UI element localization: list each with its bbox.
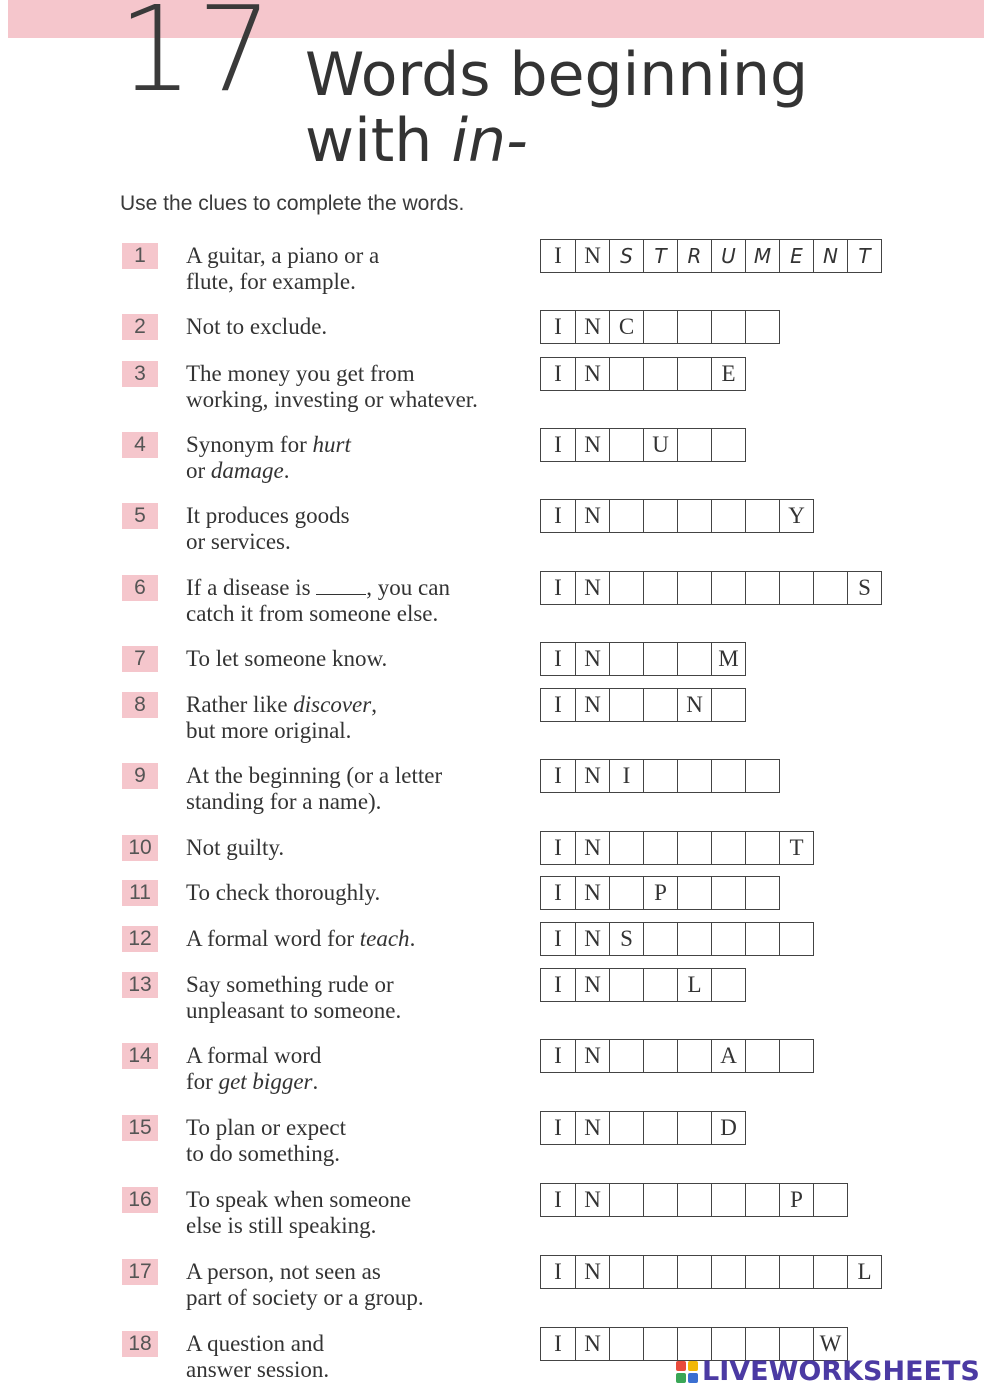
clue-text-part: Not guilty. xyxy=(186,835,285,860)
clue-line-1 xyxy=(186,1187,411,1213)
empty-letter-cell[interactable] xyxy=(677,1256,711,1288)
letter-cell: N xyxy=(575,760,609,792)
empty-letter-cell[interactable] xyxy=(609,1184,643,1216)
empty-letter-cell[interactable] xyxy=(745,572,779,604)
empty-letter-cell[interactable] xyxy=(609,969,643,1001)
clue-text-part: A formal word for xyxy=(186,926,360,951)
clue-line-1 xyxy=(186,835,284,861)
clue-text-part: A person, not seen as xyxy=(186,1259,381,1284)
unit-number: 17 xyxy=(118,0,277,118)
letter-cell: I xyxy=(554,1043,562,1068)
clue-line-2 xyxy=(186,1069,321,1095)
empty-letter-cell[interactable] xyxy=(609,572,643,604)
answer-grid xyxy=(540,239,882,273)
fill-in-blank xyxy=(316,576,366,595)
clue-line-2 xyxy=(186,718,377,744)
clue-line-2 xyxy=(186,998,401,1024)
clue-text-part: working, investing or whatever. xyxy=(186,387,478,412)
clue-line-2 xyxy=(186,387,478,413)
letter-cell: L xyxy=(677,969,711,1001)
title-prefix: with xyxy=(305,106,452,176)
clue-text-part: flute, for example. xyxy=(186,269,356,294)
empty-letter-cell[interactable] xyxy=(643,689,677,721)
empty-letter-cell[interactable] xyxy=(813,572,847,604)
empty-letter-cell[interactable] xyxy=(643,1256,677,1288)
clue-line-1 xyxy=(186,880,380,906)
item-number-badge: 3 xyxy=(122,361,158,387)
empty-letter-cell[interactable] xyxy=(677,832,711,864)
letter-cell: P xyxy=(643,877,677,909)
letter-cell: I xyxy=(554,361,562,386)
item-number-badge: 17 xyxy=(122,1259,158,1285)
clue-line-1 xyxy=(186,972,401,998)
item-number-badge: 8 xyxy=(122,692,158,718)
letter-cell: I xyxy=(554,1259,562,1284)
letter-cell: S xyxy=(609,240,643,272)
clue-text-part: standing for a name). xyxy=(186,789,382,814)
letter-cell: I xyxy=(554,763,562,788)
clue-line-1 xyxy=(186,432,351,458)
clue-line-2 xyxy=(186,269,379,295)
empty-letter-cell[interactable] xyxy=(677,311,711,343)
letter-cell: I xyxy=(554,646,562,671)
answer-grid xyxy=(540,1183,848,1217)
letter-cell: I xyxy=(554,432,562,457)
item-number-badge: 6 xyxy=(122,575,158,601)
clue-line-1 xyxy=(186,1259,424,1285)
liveworksheets-watermark xyxy=(676,1356,980,1387)
clue-line-1 xyxy=(186,575,450,601)
empty-letter-cell[interactable] xyxy=(609,643,643,675)
answer-grid xyxy=(540,688,746,722)
clue-text-part: but more original. xyxy=(186,718,352,743)
empty-letter-cell[interactable] xyxy=(745,832,779,864)
empty-letter-cell[interactable] xyxy=(643,1112,677,1144)
letter-cell: N xyxy=(677,689,711,721)
clue-text-part: A question and xyxy=(186,1331,324,1356)
title-italic: in- xyxy=(451,106,528,176)
empty-letter-cell[interactable] xyxy=(711,923,745,955)
clue-text-part: The money you get from xyxy=(186,361,415,386)
answer-grid xyxy=(540,1255,882,1289)
answer-grid xyxy=(540,968,746,1002)
letter-cell: N xyxy=(575,643,609,675)
title-line-2 xyxy=(305,108,808,174)
letter-cell: I xyxy=(554,314,562,339)
clue-text-part: else is still speaking. xyxy=(186,1213,377,1238)
empty-letter-cell[interactable] xyxy=(643,832,677,864)
empty-letter-cell[interactable] xyxy=(779,572,813,604)
empty-letter-cell[interactable] xyxy=(711,689,745,721)
empty-letter-cell[interactable] xyxy=(711,1256,745,1288)
clue-line-1 xyxy=(186,1331,329,1357)
item-number-badge: 11 xyxy=(122,880,158,906)
letter-cell: I xyxy=(554,692,562,717)
letter-cell: N xyxy=(575,923,609,955)
letter-cell: T xyxy=(643,240,677,272)
empty-letter-cell[interactable] xyxy=(745,923,779,955)
letter-cell: W xyxy=(813,1328,847,1360)
letter-cell: D xyxy=(711,1112,745,1144)
letter-cell: N xyxy=(813,240,847,272)
empty-letter-cell[interactable] xyxy=(609,429,643,461)
empty-letter-cell[interactable] xyxy=(677,572,711,604)
empty-letter-cell[interactable] xyxy=(643,1328,677,1360)
clue-text xyxy=(186,972,401,1024)
clue-text xyxy=(186,1259,424,1311)
clue-line-1 xyxy=(186,1115,346,1141)
clue-text-part: for xyxy=(186,1069,219,1094)
letter-cell: N xyxy=(575,969,609,1001)
letter-cell: I xyxy=(554,835,562,860)
clue-text xyxy=(186,575,450,627)
item-number-badge: 14 xyxy=(122,1043,158,1069)
letter-cell: R xyxy=(677,240,711,272)
empty-letter-cell[interactable] xyxy=(711,877,745,909)
empty-letter-cell[interactable] xyxy=(779,1040,813,1072)
letter-cell: I xyxy=(554,1115,562,1140)
clue-text xyxy=(186,243,379,295)
empty-letter-cell[interactable] xyxy=(643,643,677,675)
empty-letter-cell[interactable] xyxy=(813,1256,847,1288)
item-number-badge: 5 xyxy=(122,503,158,529)
letter-cell: N xyxy=(575,689,609,721)
letter-cell: I xyxy=(554,503,562,528)
empty-letter-cell[interactable] xyxy=(609,358,643,390)
clue-line-2 xyxy=(186,601,450,627)
clue-text xyxy=(186,926,415,952)
clue-text xyxy=(186,1331,329,1383)
clue-line-1 xyxy=(186,763,442,789)
letter-cell: T xyxy=(847,240,881,272)
clue-text xyxy=(186,314,327,340)
letter-cell: N xyxy=(575,1328,609,1360)
liveworksheets-logo-icon xyxy=(676,1361,698,1383)
letter-cell: N xyxy=(575,358,609,390)
empty-letter-cell[interactable] xyxy=(677,877,711,909)
empty-letter-cell[interactable] xyxy=(745,1040,779,1072)
empty-letter-cell[interactable] xyxy=(609,832,643,864)
letter-cell: L xyxy=(847,1256,881,1288)
letter-cell: N xyxy=(575,311,609,343)
clue-text-part: answer session. xyxy=(186,1357,330,1382)
clue-line-2 xyxy=(186,1141,346,1167)
letter-cell: I xyxy=(554,1331,562,1356)
empty-letter-cell[interactable] xyxy=(813,1184,847,1216)
empty-letter-cell[interactable] xyxy=(677,643,711,675)
clue-line-2 xyxy=(186,458,351,484)
clue-line-1 xyxy=(186,646,387,672)
clue-text-part: catch it from someone else. xyxy=(186,601,439,626)
answer-grid xyxy=(540,1111,746,1145)
clue-text xyxy=(186,880,380,906)
letter-cell: I xyxy=(554,575,562,600)
clue-text-part: . xyxy=(283,458,290,483)
empty-letter-cell[interactable] xyxy=(711,500,745,532)
letter-cell: T xyxy=(779,832,813,864)
empty-letter-cell[interactable] xyxy=(643,923,677,955)
letter-cell: N xyxy=(575,1112,609,1144)
letter-cell: N xyxy=(575,240,609,272)
letter-cell: U xyxy=(711,240,745,272)
watermark-text: LIVEWORKSHEETS xyxy=(702,1356,980,1387)
empty-letter-cell[interactable] xyxy=(779,1256,813,1288)
letter-cell: U xyxy=(643,429,677,461)
empty-letter-cell[interactable] xyxy=(745,1184,779,1216)
clue-text xyxy=(186,432,351,484)
empty-letter-cell[interactable] xyxy=(745,311,779,343)
letter-cell: M xyxy=(711,643,745,675)
clue-text-part: To let someone know. xyxy=(186,646,388,671)
empty-letter-cell[interactable] xyxy=(609,500,643,532)
letter-cell: I xyxy=(554,243,562,268)
clue-text xyxy=(186,646,387,672)
answer-grid xyxy=(540,642,746,676)
clue-line-1 xyxy=(186,1043,321,1069)
empty-letter-cell[interactable] xyxy=(609,877,643,909)
item-number-badge: 12 xyxy=(122,926,158,952)
clue-text-part: At the beginning (or a letter xyxy=(186,763,443,788)
letter-cell: M xyxy=(745,240,779,272)
clue-text-part: . xyxy=(409,926,416,951)
empty-letter-cell[interactable] xyxy=(711,832,745,864)
item-number-badge: 16 xyxy=(122,1187,158,1213)
clue-text-part: or xyxy=(186,458,211,483)
item-number-badge: 13 xyxy=(122,972,158,998)
empty-letter-cell[interactable] xyxy=(711,429,745,461)
answer-grid xyxy=(540,499,814,533)
empty-letter-cell[interactable] xyxy=(711,311,745,343)
letter-cell: I xyxy=(554,880,562,905)
empty-letter-cell[interactable] xyxy=(609,1112,643,1144)
clue-text-part: unpleasant to someone. xyxy=(186,998,402,1023)
item-number-badge: 7 xyxy=(122,646,158,672)
clue-line-1 xyxy=(186,503,350,529)
clue-text-part: part of society or a group. xyxy=(186,1285,424,1310)
clue-italic-word: hurt xyxy=(312,432,351,457)
letter-cell: E xyxy=(779,240,813,272)
clue-text-part: Synonym for xyxy=(186,432,313,457)
empty-letter-cell[interactable] xyxy=(643,572,677,604)
clue-text-part: to do something. xyxy=(186,1141,340,1166)
letter-cell: N xyxy=(575,500,609,532)
clue-italic-word: teach xyxy=(359,926,410,951)
item-number-badge: 10 xyxy=(122,835,158,861)
letter-cell: N xyxy=(575,1184,609,1216)
item-number-badge: 18 xyxy=(122,1331,158,1357)
letter-cell: Y xyxy=(779,500,813,532)
empty-letter-cell[interactable] xyxy=(711,1184,745,1216)
letter-cell: N xyxy=(575,832,609,864)
empty-letter-cell[interactable] xyxy=(711,969,745,1001)
empty-letter-cell[interactable] xyxy=(745,760,779,792)
clue-text xyxy=(186,692,377,744)
empty-letter-cell[interactable] xyxy=(609,1256,643,1288)
item-number-badge: 1 xyxy=(122,243,158,269)
clue-text xyxy=(186,503,350,555)
answer-grid xyxy=(540,922,814,956)
empty-letter-cell[interactable] xyxy=(677,429,711,461)
empty-letter-cell[interactable] xyxy=(711,760,745,792)
letter-cell: N xyxy=(575,1256,609,1288)
letter-cell: C xyxy=(609,311,643,343)
clue-italic-word: damage xyxy=(210,458,284,483)
clue-line-1 xyxy=(186,314,327,340)
title-line-1: Words beginning xyxy=(305,40,809,110)
clue-text xyxy=(186,763,442,815)
answer-grid xyxy=(540,357,746,391)
item-number-badge: 9 xyxy=(122,763,158,789)
empty-letter-cell[interactable] xyxy=(643,358,677,390)
clue-text-part: To check thoroughly. xyxy=(186,880,381,905)
item-number-badge: 15 xyxy=(122,1115,158,1141)
clue-italic-word: get bigger xyxy=(218,1069,313,1094)
clue-text xyxy=(186,835,284,861)
clue-line-2 xyxy=(186,1285,424,1311)
letter-cell: E xyxy=(711,358,745,390)
empty-letter-cell[interactable] xyxy=(677,1112,711,1144)
clue-text-part: , you can xyxy=(366,575,450,600)
empty-letter-cell[interactable] xyxy=(779,923,813,955)
answer-grid xyxy=(540,831,814,865)
clue-text xyxy=(186,1187,411,1239)
empty-letter-cell[interactable] xyxy=(677,760,711,792)
answer-grid xyxy=(540,428,746,462)
empty-letter-cell[interactable] xyxy=(609,689,643,721)
empty-letter-cell[interactable] xyxy=(643,760,677,792)
empty-letter-cell[interactable] xyxy=(745,877,779,909)
clue-text-part: , xyxy=(371,692,377,717)
empty-letter-cell[interactable] xyxy=(711,572,745,604)
clue-text-part: A formal word xyxy=(186,1043,322,1068)
clue-line-2 xyxy=(186,529,350,555)
clue-text-part: To plan or expect xyxy=(186,1115,346,1140)
letter-cell: N xyxy=(575,572,609,604)
empty-letter-cell[interactable] xyxy=(643,1040,677,1072)
clue-text xyxy=(186,361,478,413)
letter-cell: S xyxy=(609,923,643,955)
letter-cell: N xyxy=(575,877,609,909)
page-title xyxy=(305,42,808,174)
clue-line-1 xyxy=(186,361,478,387)
empty-letter-cell[interactable] xyxy=(677,358,711,390)
empty-letter-cell[interactable] xyxy=(677,1184,711,1216)
empty-letter-cell[interactable] xyxy=(745,500,779,532)
clue-text-part: Say something rude or xyxy=(186,972,394,997)
empty-letter-cell[interactable] xyxy=(677,1040,711,1072)
clue-text-part: A guitar, a piano or a xyxy=(186,243,380,268)
letter-cell: I xyxy=(554,972,562,997)
clue-text-part: . xyxy=(312,1069,319,1094)
empty-letter-cell[interactable] xyxy=(609,1040,643,1072)
empty-letter-cell[interactable] xyxy=(609,1328,643,1360)
clue-text-part: Not to exclude. xyxy=(186,314,328,339)
clue-text-part: If a disease is xyxy=(186,575,317,600)
letter-cell: N xyxy=(575,429,609,461)
letter-cell: N xyxy=(575,1040,609,1072)
empty-letter-cell[interactable] xyxy=(677,500,711,532)
empty-letter-cell[interactable] xyxy=(643,311,677,343)
letter-cell: A xyxy=(711,1040,745,1072)
answer-grid xyxy=(540,759,780,793)
empty-letter-cell[interactable] xyxy=(745,1256,779,1288)
letter-cell: S xyxy=(847,572,881,604)
clue-line-1 xyxy=(186,692,377,718)
clue-line-2 xyxy=(186,1357,329,1383)
instruction-text: Use the clues to complete the words. xyxy=(120,192,465,215)
clue-text-part: It produces goods xyxy=(186,503,350,528)
empty-letter-cell[interactable] xyxy=(677,923,711,955)
item-number-badge: 2 xyxy=(122,314,158,340)
clue-text-part: To speak when someone xyxy=(186,1187,412,1212)
answer-grid xyxy=(540,1039,814,1073)
clue-text xyxy=(186,1115,346,1167)
empty-letter-cell[interactable] xyxy=(643,1184,677,1216)
answer-grid xyxy=(540,571,882,605)
clue-line-2 xyxy=(186,789,442,815)
clue-text xyxy=(186,1043,321,1095)
clue-line-1 xyxy=(186,243,379,269)
clue-text-part: or services. xyxy=(186,529,291,554)
clue-text-part: Rather like xyxy=(186,692,294,717)
item-number-badge: 4 xyxy=(122,432,158,458)
clue-italic-word: discover xyxy=(293,692,372,717)
clue-line-1 xyxy=(186,926,415,952)
empty-letter-cell[interactable] xyxy=(643,969,677,1001)
empty-letter-cell[interactable] xyxy=(643,500,677,532)
letter-cell: P xyxy=(779,1184,813,1216)
answer-grid xyxy=(540,876,780,910)
letter-cell: I xyxy=(554,1187,562,1212)
answer-grid xyxy=(540,310,780,344)
letter-cell: I xyxy=(554,926,562,951)
letter-cell: I xyxy=(609,760,643,792)
clue-line-2 xyxy=(186,1213,411,1239)
